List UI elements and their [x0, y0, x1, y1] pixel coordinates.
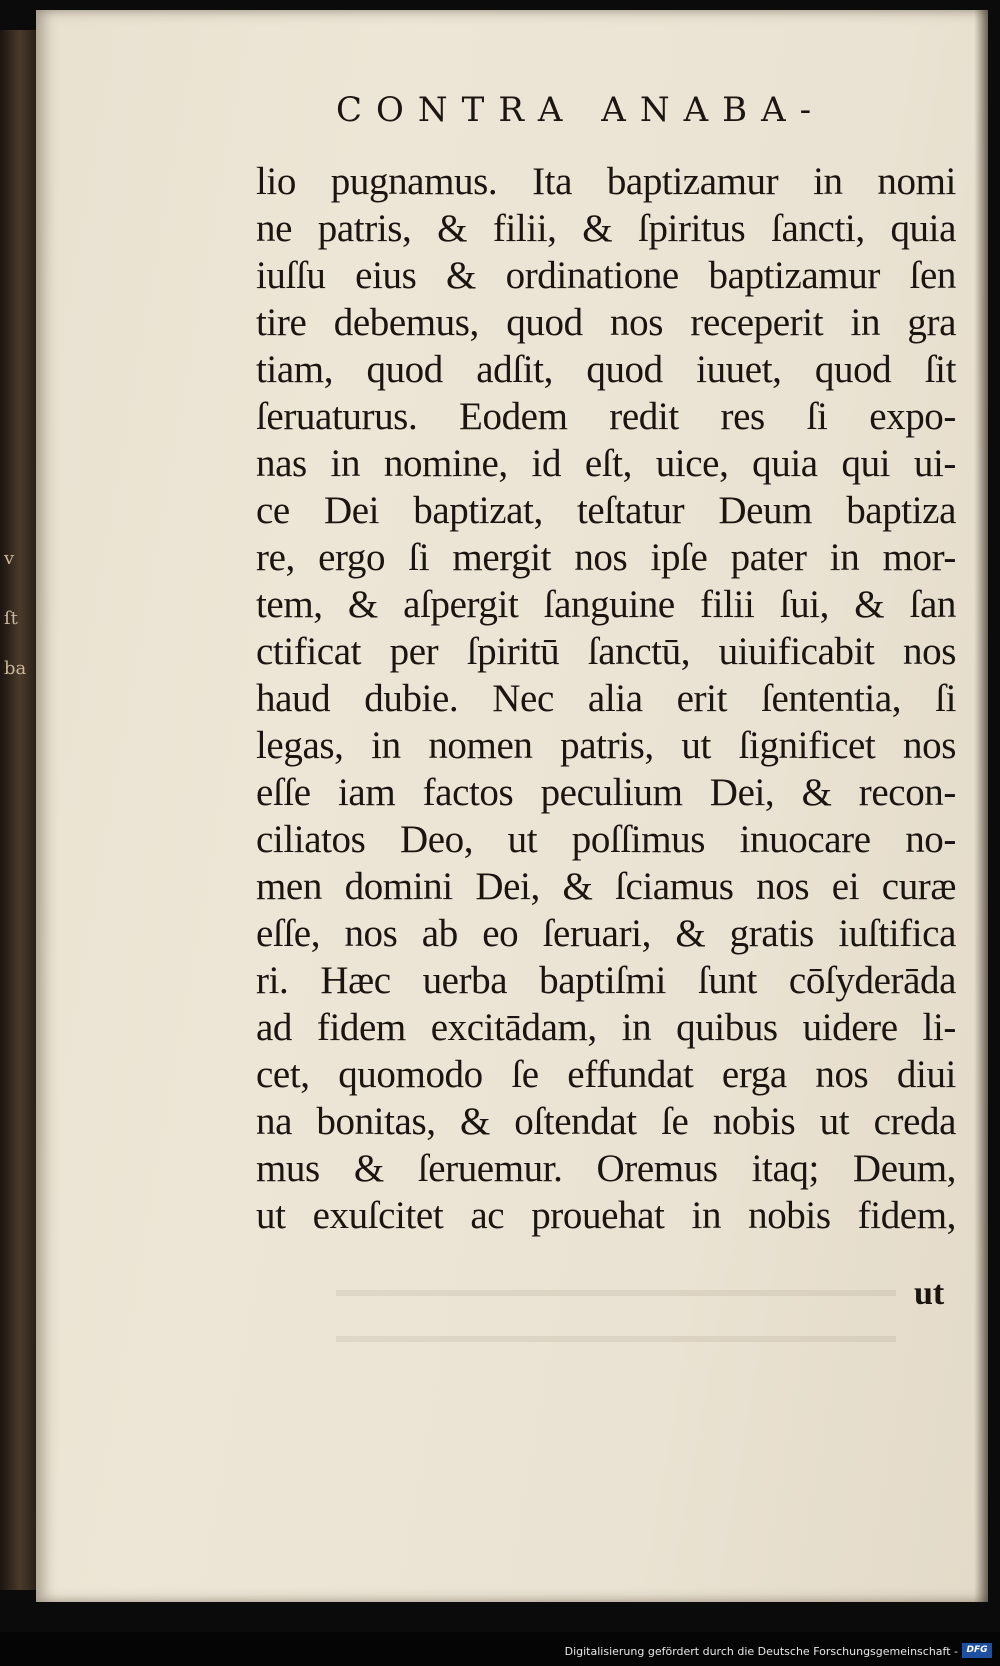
text-line: nas in nomine, id eſt, uice, quia qui ui-	[256, 442, 956, 485]
bleed-mark: ba	[4, 660, 27, 678]
text-line: ſeruaturus. Eodem redit res ſi expo-	[256, 395, 956, 438]
show-through-shadow	[336, 1290, 896, 1370]
text-line: lio pugnamus. Ita baptizamur in nomi	[256, 160, 956, 203]
text-line: iuſſu eius & ordinatione baptizamur ſen	[256, 254, 956, 297]
text-line: ri. Hæc uerba baptiſmi ſunt cōſyderāda	[256, 959, 956, 1002]
text-line: re, ergo ſi mergit nos ipſe pater in mor-	[256, 536, 956, 579]
text-line: na bonitas, & oſtendat ſe nobis ut creda	[256, 1100, 956, 1143]
text-line: ciliatos Deo, ut poſſimus inuocare no-	[256, 818, 956, 861]
digitization-credit: Digitalisierung gefördert durch die Deutsche Forschungsgemeinschaft -	[564, 1645, 958, 1658]
text-line: ne patris, & filii, & ſpiritus ſancti, quia	[256, 207, 956, 250]
book-page	[36, 10, 988, 1602]
text-line: ctificat per ſpiritū ſanctū, uiuificabit nos	[256, 630, 956, 673]
text-line: legas, in nomen patris, ut ſignificet nos	[256, 724, 956, 767]
text-line: haud dubie. Nec alia erit ſententia, ſi	[256, 677, 956, 720]
running-head: CONTRA ANABA-	[336, 90, 826, 130]
text-line: eſſe, nos ab eo ſeruari, & gratis iuſtifica	[256, 912, 956, 955]
text-line: tem, & aſpergit ſanguine filii ſui, & ſan	[256, 583, 956, 626]
text-line: ad fidem excitādam, in quibus uidere li-	[256, 1006, 956, 1049]
text-block	[256, 158, 956, 1239]
text-line: ce Dei baptizat, teſtatur Deum baptiza	[256, 489, 956, 532]
text-line: eſſe iam factos peculium Dei, & recon-	[256, 771, 956, 814]
dfg-logo: DFG	[962, 1643, 992, 1658]
catchword: ut	[914, 1275, 945, 1312]
bleed-mark: ſt	[4, 610, 18, 628]
text-line: ut exuſcitet ac prouehat in nobis fidem,	[256, 1194, 956, 1237]
text-line: tiam, quod adſit, quod iuuet, quod ſit	[256, 348, 956, 391]
text-line: men domini Dei, & ſciamus nos ei curæ	[256, 865, 956, 908]
bleed-mark: v	[4, 550, 15, 568]
text-line: mus & ſeruemur. Oremus itaq; Deum,	[256, 1147, 956, 1190]
text-line: cet, quomodo ſe effundat erga nos diui	[256, 1053, 956, 1096]
text-line: tire debemus, quod nos receperit in gra	[256, 301, 956, 344]
adjacent-page-edge	[0, 30, 36, 1590]
